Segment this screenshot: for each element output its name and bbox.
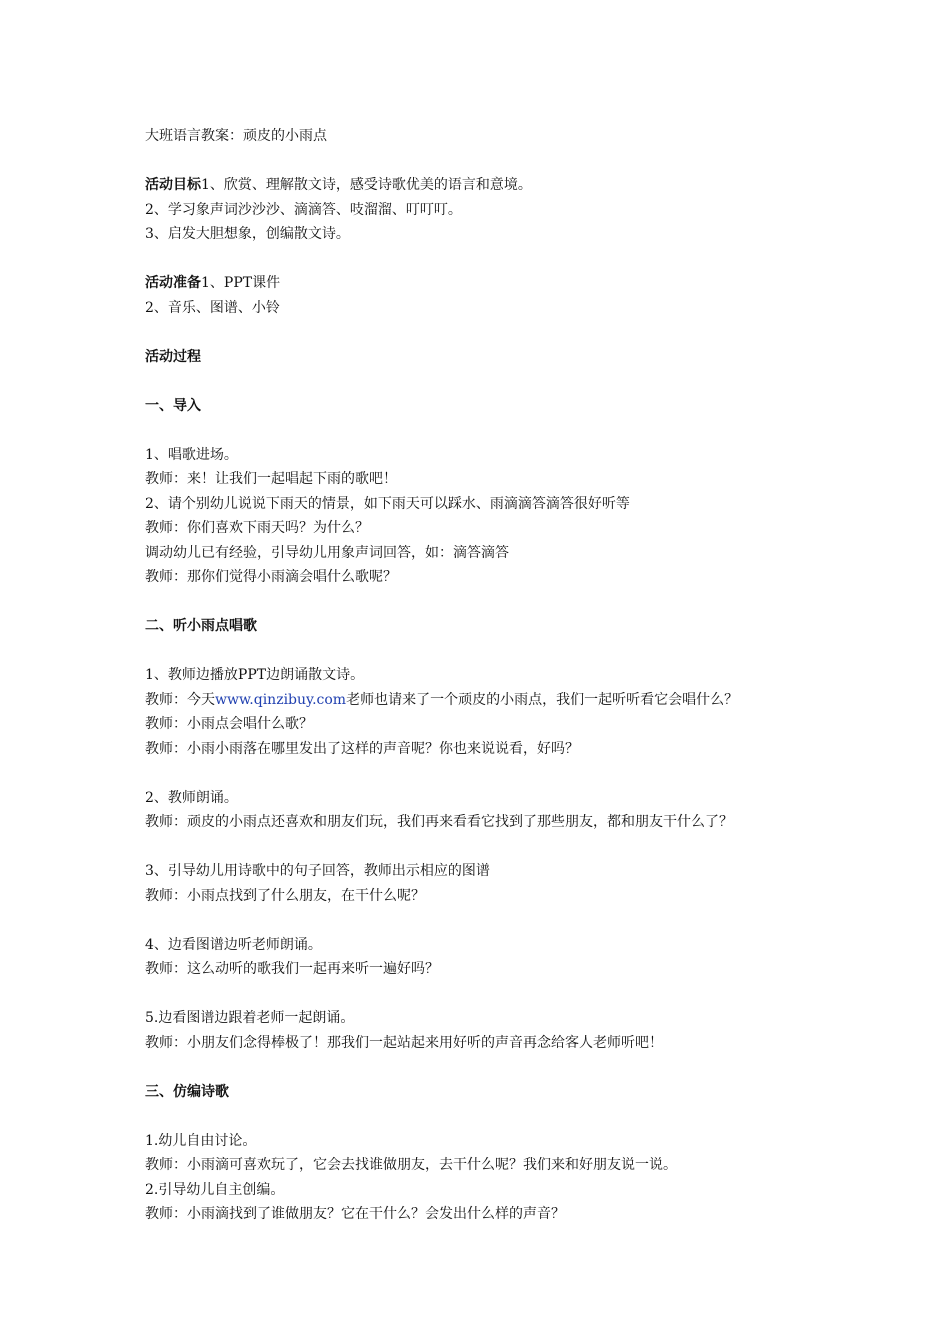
document-page (145, 124, 845, 1227)
section2-line: 4、边看图谱边听老师朗诵。 (145, 936, 322, 953)
goals-item-1: 1、欣赏、理解散文诗，感受诗歌优美的语言和意境。 (201, 177, 532, 193)
prep-heading: 活动准备 (145, 275, 201, 291)
section2-line: 2、教师朗诵。 (145, 789, 238, 806)
process-heading: 活动过程 (145, 348, 201, 365)
section2-line: 教师：小雨小雨落在哪里发出了这样的声音呢？你也来说说看，好吗？ (145, 740, 579, 757)
goals-heading: 活动目标 (145, 177, 201, 193)
section2-line: 3、引导幼儿用诗歌中的句子回答，教师出示相应的图谱 (145, 863, 490, 879)
section3-line: 1.幼儿自由讨论。 (145, 1132, 257, 1149)
section2-line-link (145, 688, 845, 713)
section2-line: 教师：这么动听的歌我们一起再来听一遍好吗？ (145, 961, 439, 977)
goals-item-3: 3、启发大胆想象，创编散文诗。 (145, 226, 350, 242)
goals-item-2: 2、学习象声词沙沙沙、滴滴答、吱溜溜、叮叮叮。 (145, 201, 462, 218)
section2-line: 1、教师边播放PPT边朗诵散文诗。 (145, 667, 365, 683)
section2-line: 5.边看图谱边跟着老师一起朗诵。 (145, 1010, 355, 1026)
website-link[interactable]: www.qinzibuy.com (215, 691, 347, 708)
section1-line: 1、唱歌进场。 (145, 446, 238, 463)
section3-heading: 三、仿编诗歌 (145, 1083, 229, 1100)
section1-heading: 一、导入 (145, 397, 201, 414)
section1-line: 教师：来！让我们一起唱起下雨的歌吧！ (145, 471, 397, 487)
section2-heading: 二、听小雨点唱歌 (145, 618, 257, 634)
goals-line-1 (145, 173, 845, 198)
section1-line: 2、请个别幼儿说说下雨天的情景，如下雨天可以踩水、雨滴滴答滴答很好听等 (145, 495, 630, 512)
section2-text: 教师：今天 (145, 691, 215, 708)
section3-line: 教师：小雨滴可喜欢玩了，它会去找谁做朋友，去干什么呢？我们来和好朋友说一说。 (145, 1157, 677, 1173)
section2-line: 教师：顽皮的小雨点还喜欢和朋友们玩，我们再来看看它找到了那些朋友，都和朋友干什么了？ (145, 814, 733, 830)
section2-text: 老师也请来了一个顽皮的小雨点，我们一起听听看它会唱什么？ (346, 691, 739, 708)
section3-line: 教师：小雨滴找到了谁做朋友？它在干什么？会发出什么样的声音？ (145, 1206, 565, 1222)
section3-line: 2.引导幼儿自主创编。 (145, 1181, 285, 1198)
prep-item-2: 2、音乐、图谱、小铃 (145, 299, 280, 316)
section2-line: 教师：小朋友们念得棒极了！那我们一起站起来用好听的声音再念给客人老师听吧！ (145, 1034, 663, 1051)
section1-line: 教师：那你们觉得小雨滴会唱什么歌呢？ (145, 569, 397, 585)
section2-line: 教师：小雨点找到了什么朋友，在干什么呢？ (145, 887, 425, 904)
section1-line: 调动幼儿已有经验，引导幼儿用象声词回答，如：滴答滴答 (145, 544, 509, 561)
prep-item-1: 1、PPT课件 (201, 275, 281, 291)
document-title: 大班语言教案：顽皮的小雨点 (145, 128, 327, 144)
prep-line-1 (145, 271, 845, 296)
section1-line: 教师：你们喜欢下雨天吗？为什么？ (145, 520, 369, 536)
section2-line: 教师：小雨点会唱什么歌？ (145, 716, 313, 732)
